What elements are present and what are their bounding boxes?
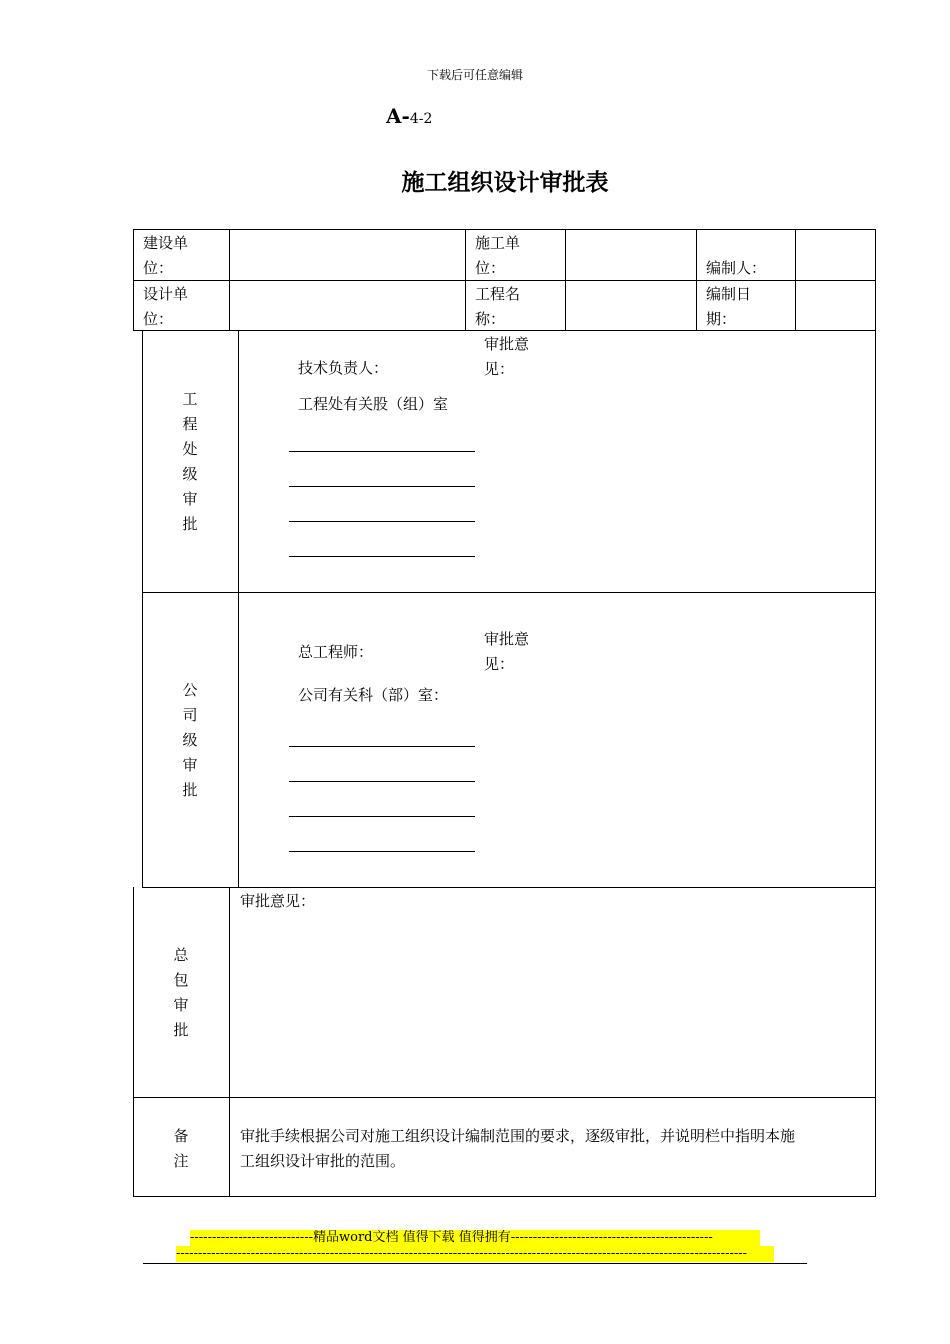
dept-side-char: 程 (182, 415, 198, 433)
footer-rule (143, 1263, 807, 1264)
form-code (386, 104, 432, 128)
remarks-side-char: 注 (173, 1152, 189, 1170)
compile-date-label-l1: 编制日 (706, 285, 752, 303)
signature-line (289, 746, 475, 747)
info-col-divider-2 (465, 229, 466, 331)
signature-line (289, 521, 475, 522)
remarks-side-label (171, 1124, 191, 1174)
signature-line (289, 556, 475, 557)
compile-date-label (706, 282, 751, 332)
design-unit-label (143, 282, 188, 332)
info-col-divider-1 (229, 229, 230, 331)
info-left-border (133, 229, 134, 331)
table-right-border (875, 229, 876, 1197)
footer-banner-line2: ---------------------------------------------------------------------------------------------------------------------------------- (176, 1246, 774, 1262)
header-note: 下载后可任意编辑 (426, 68, 523, 82)
dept-side-char: 级 (182, 465, 198, 483)
remarks-text-l2: 工组织设计审批的范围。 (240, 1152, 406, 1170)
general-side-label (171, 943, 191, 1043)
company-office-label: 公司有关科（部）室： (298, 686, 449, 704)
info-col-divider-3 (565, 229, 566, 331)
general-side-char: 审 (173, 996, 189, 1014)
construction-unit-label-l1: 建设单 (143, 234, 189, 252)
design-unit-label-l1: 设计单 (143, 285, 189, 303)
signature-line (289, 451, 475, 452)
company-bottom-border (142, 887, 876, 888)
signature-line (289, 781, 475, 782)
general-side-char: 总 (173, 946, 189, 964)
company-opinion-l1: 审批意 (484, 630, 530, 648)
lower-left-border (133, 887, 134, 1197)
page-title: 施工组织设计审批表 (401, 170, 609, 196)
general-remarks-divider (133, 1097, 876, 1098)
general-opinion-label: 审批意见： (240, 892, 316, 910)
general-side-char: 包 (173, 971, 189, 989)
info-col-divider-4 (696, 229, 697, 331)
company-opinion-l2: 见： (484, 655, 515, 673)
dept-side-char: 审 (182, 490, 198, 508)
general-side-char: 批 (173, 1021, 189, 1039)
table-top-border (133, 229, 876, 230)
company-opinion-label (484, 627, 529, 677)
form-code-number: 4-2 (409, 111, 433, 127)
tech-lead-label: 技术负责人： (298, 359, 389, 377)
dept-opinion-l1: 审批意 (484, 335, 530, 353)
company-side-char: 级 (182, 731, 198, 749)
dept-side-char: 工 (182, 390, 198, 408)
contractor-label-l1: 施工单 (475, 234, 521, 252)
dept-side-char: 处 (182, 440, 198, 458)
construction-unit-label-l2: 位： (143, 259, 174, 277)
company-side-char: 公 (182, 681, 198, 699)
project-name-label (475, 282, 520, 332)
signature-line (289, 851, 475, 852)
contractor-label (475, 231, 520, 281)
design-unit-label-l2: 位： (143, 310, 174, 328)
section-col-divider (238, 330, 239, 888)
company-side-char: 批 (182, 781, 198, 799)
dept-company-divider (142, 592, 876, 593)
compile-date-label-l2: 期： (706, 310, 737, 328)
info-col-divider-5 (795, 229, 796, 331)
dept-opinion-l2: 见： (484, 360, 515, 378)
signature-line (289, 486, 475, 487)
dept-opinion-label (484, 332, 529, 382)
lower-col-divider (229, 887, 230, 1197)
construction-unit-label (143, 231, 188, 281)
chief-engineer-label: 总工程师： (298, 643, 374, 661)
dept-side-char: 批 (182, 515, 198, 533)
company-side-char: 司 (182, 706, 198, 724)
section-left-border (142, 330, 143, 888)
footer-banner-line1: ----------------------------精品word文档 值得下载 值得拥有---------------------------------------------- (190, 1230, 760, 1246)
signature-line (289, 816, 475, 817)
dept-office-label: 工程处有关股（组）室 (298, 395, 449, 413)
compiler-label: 编制人： (706, 259, 767, 277)
remarks-text (240, 1124, 870, 1174)
remarks-text-l1: 审批手续根据公司对施工组织设计编制范围的要求，逐级审批，并说明栏中指明本施 (240, 1127, 796, 1145)
contractor-label-l2: 位： (475, 259, 506, 277)
remarks-side-char: 备 (173, 1127, 189, 1145)
company-side-label (180, 678, 200, 803)
project-name-label-l1: 工程名 (475, 285, 521, 303)
project-name-label-l2: 称： (475, 310, 506, 328)
dept-side-label (180, 387, 200, 537)
form-code-prefix: A- (386, 104, 410, 128)
company-side-char: 审 (182, 756, 198, 774)
table-bottom-border (133, 1196, 876, 1197)
